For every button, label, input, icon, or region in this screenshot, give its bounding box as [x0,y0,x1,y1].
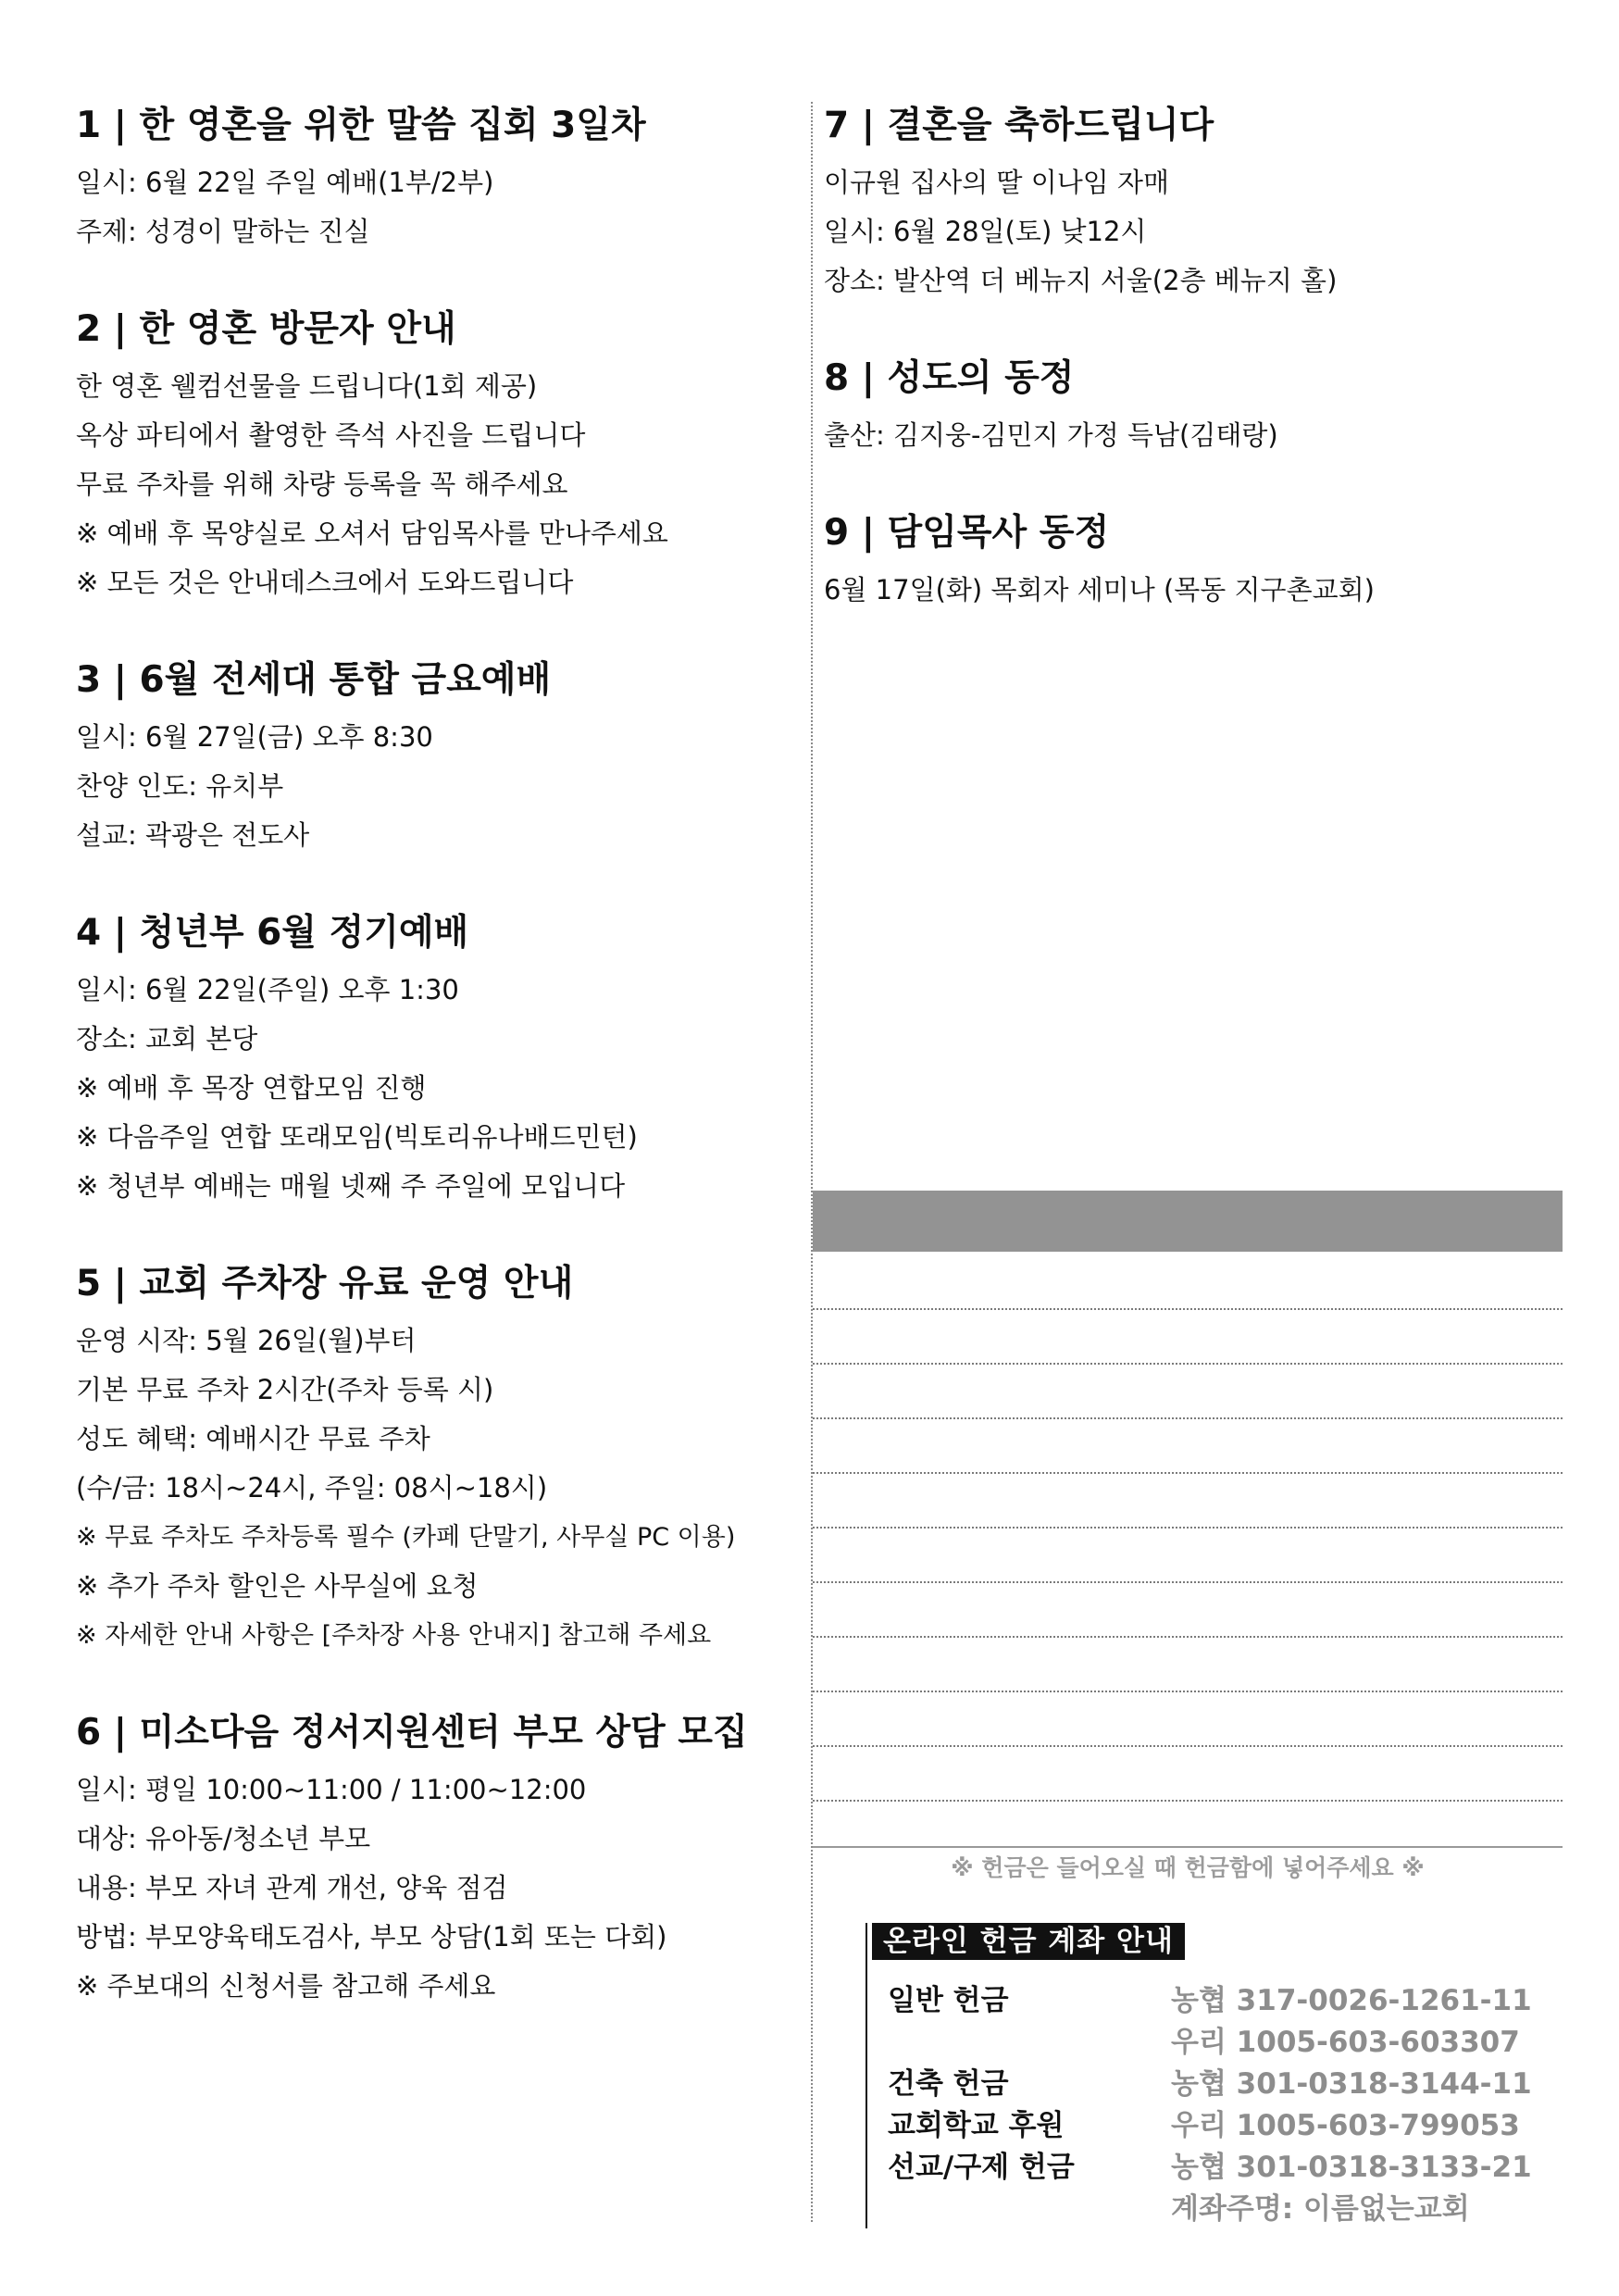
memo-line [813,1581,1563,1583]
account-holder: 계좌주명: 이름없는교회 [1171,2192,1470,2226]
announcement-line: 한 영혼 웰컴선물을 드립니다(1회 제공) [76,370,538,402]
announcement-line: 방법: 부모양육태도검사, 부모 상담(1회 또는 다회) [76,1921,667,1953]
announcement-line: 성도 혜택: 예배시간 무료 주차 [76,1423,430,1454]
announcement-7 [824,97,1564,306]
account-number: 우리 1005-603-603307 [1171,2026,1520,2059]
announcement-line: ※ 무료 주차도 주차등록 필수 (카페 단말기, 사무실 PC 이용) [76,1523,736,1552]
announcement-title: 4 | 청년부 6월 정기예배 [76,912,469,954]
announcement-line: 주제: 성경이 말하는 진실 [76,216,370,247]
account-label: 일반 헌금 [888,1984,1009,2017]
announcement-line: ※ 예배 후 목장 연합모임 진행 [76,1072,427,1104]
announcement-6 [76,1704,807,2011]
announcement-line: 무료 주차를 위해 차량 등록을 꼭 해주세요 [76,468,568,500]
announcement-line: 일시: 6월 28일(토) 낮12시 [824,216,1147,247]
announcement-title: 7 | 결혼을 축하드립니다 [824,105,1214,146]
account-label: 건축 헌금 [888,2067,1009,2101]
memo-header-bar [813,1191,1563,1252]
announcement-line: 내용: 부모 자녀 관계 개선, 양육 점검 [76,1872,508,1903]
announcement-line: 옥상 파티에서 촬영한 즉석 사진을 드립니다 [76,419,586,451]
announcement-3 [76,652,807,860]
announcement-line: 일시: 6월 22일(주일) 오후 1:30 [76,974,459,1005]
account-row [866,2181,1532,2226]
announcement-line: 대상: 유아동/청소년 부모 [76,1823,371,1854]
memo-bottom-line [813,1846,1563,1848]
announcement-5 [76,1255,807,1660]
memo-line [813,1417,1563,1419]
announcement-9 [824,505,1564,615]
offering-note: ※ 헌금은 들어오실 때 헌금함에 넣어주세요 ※ [951,1854,1425,1881]
announcement-line: ※ 자세한 안내 사항은 [주차장 사용 안내지] 참고해 주세요 [76,1621,712,1650]
account-number: 농협 301-0318-3144-11 [1171,2067,1532,2101]
announcement-title: 3 | 6월 전세대 통합 금요예배 [76,659,552,701]
announcement-8 [824,350,1564,460]
right-column [824,97,1564,659]
announcement-2 [76,301,807,607]
announcement-line: 장소: 교회 본당 [76,1023,258,1054]
memo-line [813,1745,1563,1747]
account-label: 선교/구제 헌금 [888,2151,1075,2184]
announcement-line: 일시: 평일 10:00~11:00 / 11:00~12:00 [76,1774,587,1805]
account-row [866,2015,1532,2059]
left-column [76,97,807,2055]
accounts-title: 온라인 헌금 계좌 안내 [872,1923,1185,1960]
announcement-title: 2 | 한 영혼 방문자 안내 [76,308,456,350]
announcement-line: 이규원 집사의 딸 이나임 자매 [824,167,1170,198]
memo-line [813,1636,1563,1638]
announcement-title: 8 | 성도의 동정 [824,357,1075,399]
announcement-line: 기본 무료 주차 2시간(주차 등록 시) [76,1374,494,1405]
announcement-line: ※ 청년부 예배는 매월 넷째 주 주일에 모입니다 [76,1170,626,1202]
announcement-line: 6월 17일(화) 목회자 세미나 (목동 지구촌교회) [824,574,1375,605]
account-row [866,2098,1532,2140]
account-row [866,2140,1532,2184]
memo-line [813,1691,1563,1692]
account-number: 농협 301-0318-3133-21 [1171,2151,1532,2184]
announcement-title: 6 | 미소다음 정서지원센터 부모 상담 모집 [76,1712,748,1753]
memo-line [813,1800,1563,1802]
announcement-line: ※ 모든 것은 안내데스크에서 도와드립니다 [76,567,574,598]
account-label: 교회학교 후원 [888,2109,1065,2142]
announcement-line: ※ 추가 주차 할인은 사무실에 요청 [76,1570,479,1602]
memo-line [813,1472,1563,1474]
announcement-line: 장소: 발산역 더 베뉴지 서울(2층 베뉴지 홀) [824,265,1338,296]
announcement-line: 출산: 김지웅-김민지 가정 득남(김태랑) [824,419,1278,451]
announcement-line: ※ 다음주일 연합 또래모임(빅토리유나배드민턴) [76,1121,638,1153]
announcement-line: 설교: 곽광은 전도사 [76,819,310,851]
announcement-line: 찬양 인도: 유치부 [76,770,284,802]
announcement-title: 5 | 교회 주차장 유료 운영 안내 [76,1263,574,1304]
account-row [866,2056,1532,2101]
announcement-title: 1 | 한 영혼을 위한 말씀 집회 3일차 [76,105,646,146]
announcement-line: (수/금: 18시~24시, 주일: 08시~18시) [76,1472,548,1504]
account-row [866,1973,1532,2015]
announcement-1 [76,97,807,256]
announcement-line: 일시: 6월 27일(금) 오후 8:30 [76,721,433,753]
memo-line [813,1308,1563,1310]
announcement-title: 9 | 담임목사 동정 [824,512,1110,554]
announcement-line: 운영 시작: 5월 26일(월)부터 [76,1325,417,1356]
account-number: 농협 317-0026-1261-11 [1171,1984,1532,2017]
announcement-line: ※ 주보대의 신청서를 참고해 주세요 [76,1970,496,2002]
announcement-line: ※ 예배 후 목양실로 오셔서 담임목사를 만나주세요 [76,518,668,549]
column-divider [811,102,813,2222]
memo-line [813,1527,1563,1529]
announcement-line: 일시: 6월 22일 주일 예배(1부/2부) [76,167,494,198]
account-number: 우리 1005-603-799053 [1171,2109,1520,2142]
online-offering-accounts [866,1923,1532,2226]
announcement-4 [76,905,807,1211]
memo-line [813,1363,1563,1365]
